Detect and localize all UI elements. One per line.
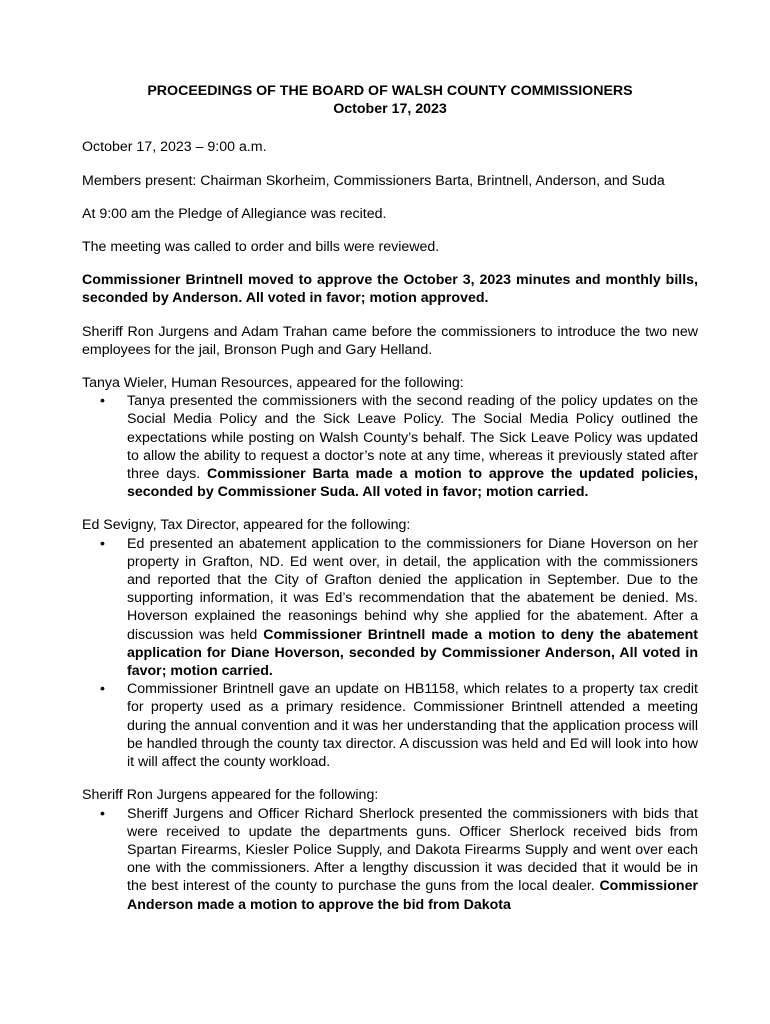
list-item: [82, 805, 698, 914]
list-item-text: Tanya presented the commissioners with the second reading of the policy updates on the Social Media Policy and the Sick Leave Policy. The Social Media Policy outlined the expectations while posting on Walsh County’s behalf. The Sick Leave Policy was updated to allow the ability to request a doctor’s note at any time, whereas it previously stated after three days.: [127, 393, 698, 483]
document-date: October 17, 2023: [333, 101, 447, 118]
minutes-motion-text: Commissioner Brintnell moved to approve the October 3, 2023 minutes and monthly bills, seconded by Anderson. All voted in favor; motion approved.: [82, 272, 698, 307]
tax-section-heading: Ed Sevigny, Tax Director, appeared for the following:: [82, 517, 411, 534]
list-item: [82, 535, 698, 681]
minutes-motion: [82, 271, 698, 307]
tax-list: [82, 535, 698, 772]
sheriff-section-heading: Sheriff Ron Jurgens appeared for the following:: [82, 787, 379, 804]
sheriff-introduction: Sheriff Ron Jurgens and Adam Trahan came before the commissioners to introduce the two new employees for the jail, Bronson Pugh and Gary Helland.: [82, 323, 698, 358]
list-item: [82, 392, 698, 501]
sheriff-list: [82, 805, 698, 914]
motion-text: Commissioner Anderson made a motion to approve the bid from Dakota: [127, 878, 698, 913]
bullet-icon: •: [100, 535, 105, 552]
motion-text: Commissioner Barta made a motion to approve the updated policies, seconded by Commissioner Suda. All voted in favor; motion carried.: [127, 466, 698, 501]
document-title: PROCEEDINGS OF THE BOARD OF WALSH COUNTY COMMISSIONERS: [147, 83, 633, 99]
list-item-text: Sheriff Jurgens and Officer Richard Sherlock presented the commissioners with bids that were received to update the departments guns. Officer Sherlock received bids from Spartan Firearms, Kiesler Police Supply, and Dakota Firearms Supply and went over each one with the commissioners. After a lengthy discussion it was decided that it would be in the best interest of the county to purchase the guns from the local dealer.: [127, 805, 698, 895]
call-to-order-paragraph: The meeting was called to order and bills were reviewed.: [82, 239, 440, 256]
bullet-icon: •: [100, 393, 105, 410]
hr-list: [82, 392, 698, 501]
hr-section-heading: Tanya Wieler, Human Resources, appeared for the following:: [82, 375, 464, 392]
document-page: [82, 82, 698, 929]
pledge-paragraph: At 9:00 am the Pledge of Allegiance was recited.: [82, 205, 387, 222]
list-item-text: Commissioner Brintnell gave an update on HB1158, which relates to a property tax credit for property used as a primary residence. Commissioner Brintnell attended a meeting during the annual convention and it was her understanding that the application process will be handled through the county tax director. A discussion was held and Ed will look into how it will affect the county workload.: [127, 681, 698, 771]
bullet-icon: •: [100, 681, 105, 698]
list-item: [82, 680, 698, 771]
list-item-text: Ed presented an abatement application to the commissioners for Diane Hoverson on her property in Grafton, ND. Ed went over, in detail, the application with the commissioners and reported that the City of Grafton denied the application in September. Due to the supporting information, it was Ed’s recommendation that the abatement be denied. Ms. Hoverson explained the reasonings behind why she applied for the abatement. After a discussion was held: [127, 535, 698, 643]
members-present: Members present: Chairman Skorheim, Commissioners Barta, Brintnell, Anderson, and Suda: [82, 172, 665, 189]
meeting-datetime: October 17, 2023 – 9:00 a.m.: [82, 139, 267, 156]
bullet-icon: •: [100, 805, 105, 822]
motion-text: Commissioner Brintnell made a motion to deny the abatement application for Diane Hoverson, seconded by Commissioner Anderson, All voted in favor; motion carried.: [127, 626, 698, 680]
